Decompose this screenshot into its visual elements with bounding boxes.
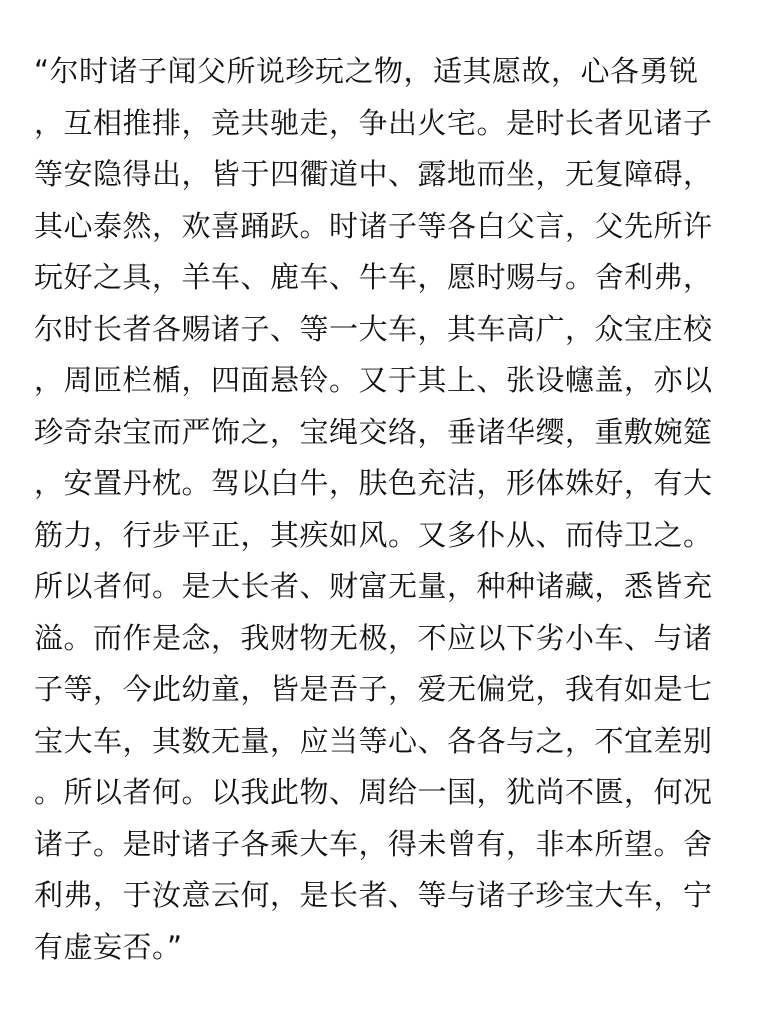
text-line: 珍奇杂宝而严饰之，宝绳交络，垂诸华缨，重敷婉筵 — [34, 414, 713, 449]
text-line: 宝大车，其数无量，应当等心、各各与之，不宜差别 — [34, 723, 713, 758]
text-line: “尔时诸子闻父所说珍玩之物，适其愿故，心各勇锐 — [34, 54, 699, 88]
scripture-passage — [34, 46, 734, 973]
text-line: 子等，今此幼童，皆是吾子，爱无偏党，我有如是七 — [34, 672, 713, 706]
text-line: 溢。而作是念，我财物无极，不应以下劣小车、与诸 — [34, 620, 713, 655]
text-line: 筋力，行步平正，其疾如风。又多仆从、而侍卫之。 — [34, 517, 713, 552]
text-line: 玩好之具，羊车、鹿车、牛车，愿时赐与。舍利弗， — [34, 260, 713, 294]
text-line: 有虚妄否。” — [34, 929, 183, 964]
text-line: ，安置丹枕。驾以白牛，肤色充洁，形体姝好，有大 — [34, 466, 713, 500]
text-line: 所以者何。是大长者、财富无量，种种诸藏，悉皆充 — [34, 569, 713, 603]
text-line: 诸子。是时诸子各乘大车，得未曾有，非本所望。舍 — [34, 826, 713, 861]
text-line: 尔时长者各赐诸子、等一大车，其车高广，众宝庄校 — [34, 311, 713, 346]
text-line: ，互相推排，竞共驰走，争出火宅。是时长者见诸子 — [34, 105, 713, 140]
text-line: ，周匝栏楯，四面悬铃。又于其上、张设幰盖，亦以 — [34, 363, 713, 397]
text-line: 等安隐得出，皆于四衢道中、露地而坐，无复障碍， — [34, 157, 713, 191]
text-line: 。所以者何。以我此物、周给一国，犹尚不匮，何况 — [34, 775, 713, 809]
text-line: 利弗，于汝意云何，是长者、等与诸子珍宝大车，宁 — [34, 878, 713, 912]
text-line: 其心泰然，欢喜踊跃。时诸子等各白父言，父先所许 — [34, 208, 713, 243]
